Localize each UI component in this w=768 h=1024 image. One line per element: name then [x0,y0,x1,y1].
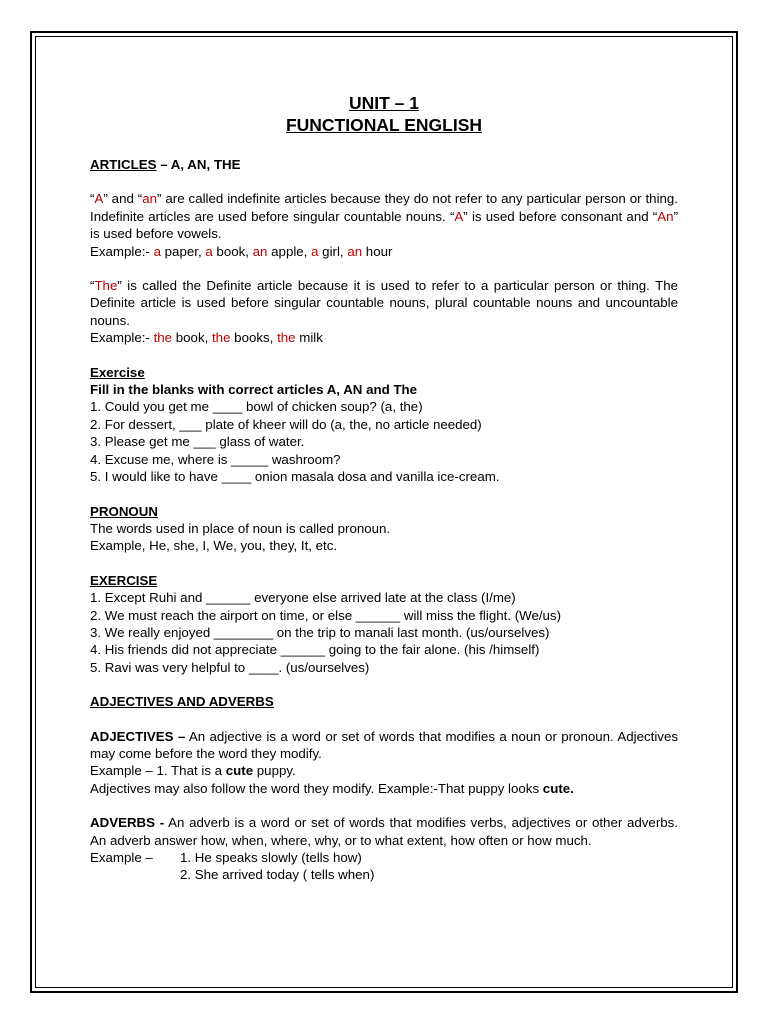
articles-heading: ARTICLES – A, AN, THE [90,157,241,172]
adjectives-adverbs-heading: ADJECTIVES AND ADVERBS [90,694,274,710]
pronoun-definition: The words used in place of noun is called pronoun. [90,520,391,536]
exercise-2-heading: EXERCISE [90,572,158,588]
exercise-1-instruction: Fill in the blanks with correct articles A, AN and The [90,382,418,398]
articles-paragraph-1: “A” and “an” are called indefinite articles because they do not refer to any particular person or thing. Indefinite articles are used before singular countable nouns. “A” is used before consonant and “An” is used before vowels. [90,191,679,242]
exercise-1-item: 2. For dessert, ___ plate of kheer will do (a, the, no article needed) [90,416,482,432]
exercise-2-item: 1. Except Ruhi and ______ everyone else arrived late at the class (I/me) [90,590,516,606]
exercise-1-heading: Exercise [90,364,145,380]
pronoun-heading: PRONOUN [90,503,158,519]
exercise-2-item: 3. We really enjoyed ________ on the trip to manali last month. (us/ourselves) [90,624,550,640]
adverbs-example-2: 2. She arrived today ( tells when) [180,867,375,883]
adjectives-definition: ADJECTIVES – An adjective is a word or set of words that modifies a noun or pronoun. Adjectives may come before the word they modify. [90,728,678,761]
adverbs-definition: ADVERBS - An adverb is a word or set of words that modifies verbs, adjectives or other adverbs. An adverb answer how, when, where, why, or to what extent, how often or how much. [90,815,678,848]
adjectives-follow: Adjectives may also follow the word they modify. Example:-That puppy looks cute. [90,780,574,796]
exercise-1-item: 1. Could you get me ____ bowl of chicken soup? (a, the) [90,399,423,415]
title-line-2: FUNCTIONAL ENGLISH [285,115,483,135]
exercise-1-item: 3. Please get me ___ glass of water. [90,434,305,450]
exercise-2-item: 5. Ravi was very helpful to ____. (us/ourselves) [90,659,370,675]
exercise-1-item: 5. I would like to have ____ onion masala dosa and vanilla ice-cream. [90,469,500,485]
pronoun-example: Example, He, she, I, We, you, they, It, etc. [90,538,338,554]
articles-example-2: Example:- the book, the books, the milk [90,330,323,346]
articles-example-1: Example:- a paper, a book, an apple, a girl, an hour [90,243,393,259]
page-title [90,92,678,136]
exercise-2-item: 2. We must reach the airport on time, or else ______ will miss the flight. (We/us) [90,607,562,623]
title-line-1: UNIT – 1 [348,93,420,113]
articles-paragraph-2: “The” is called the Definite article because it is used to refer to a particular person or thing. The Definite article is used before singular countable nouns, plural countable nouns and uncountable nouns. [90,278,678,328]
adjectives-example: Example – 1. That is a cute puppy. [90,763,296,779]
adverbs-example-1: Example – 1. He speaks slowly (tells how) [90,850,362,865]
document-content [90,92,678,884]
exercise-1-item: 4. Excuse me, where is _____ washroom? [90,451,341,467]
exercise-2-item: 4. His friends did not appreciate ______ going to the fair alone. (his /himself) [90,642,540,658]
